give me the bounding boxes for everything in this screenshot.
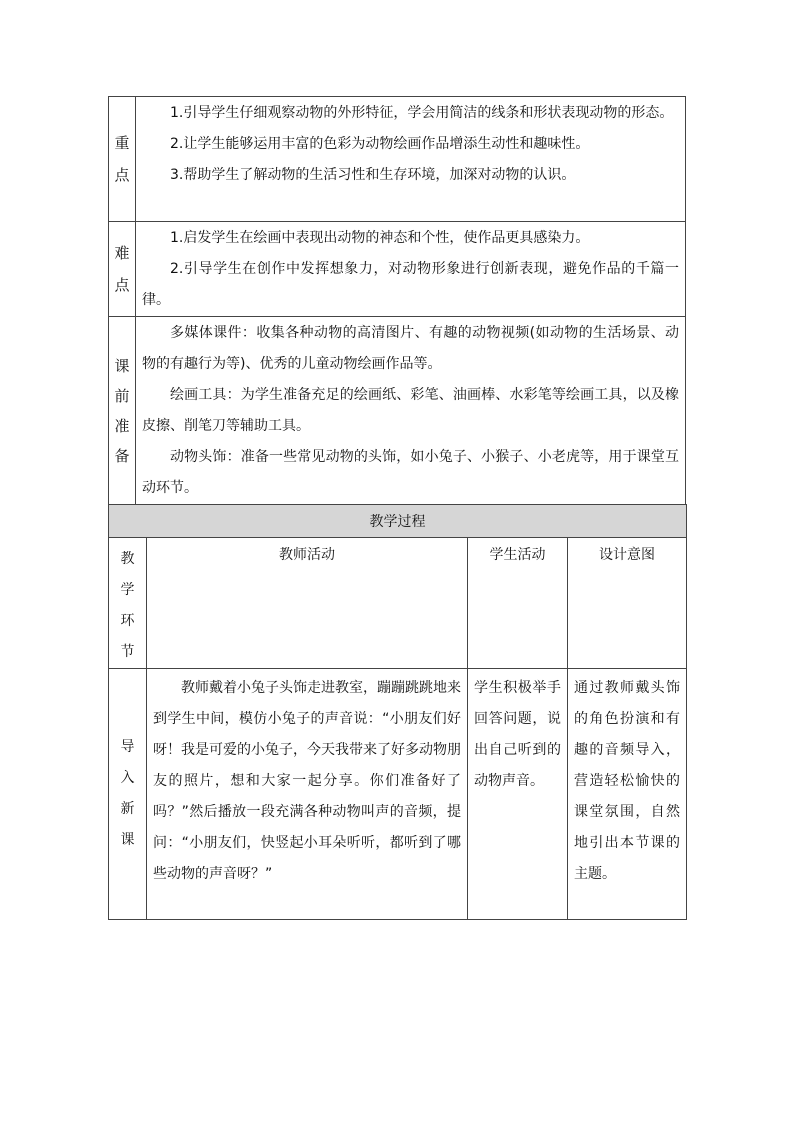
teaching-process-table: [108, 504, 687, 920]
label-char: 点: [114, 166, 130, 184]
student-activity: [468, 669, 568, 920]
key-points-label: [109, 97, 136, 222]
header-char: 学: [120, 582, 135, 598]
label-char: 准: [114, 416, 130, 435]
teacher-activity: [147, 669, 468, 920]
preparation-3: 动物头饰：准备一些常见动物的头饰，如小兔子、小猴子、小老虎等，用于课堂互动环节。: [142, 449, 679, 496]
key-points-content: [136, 97, 686, 222]
header-char: 环: [120, 613, 135, 629]
preparation-1: 多媒体课件：收集各种动物的高清图片、有趣的动物视频(如动物的生活场景、动物的有趣行为等)、优秀的儿童动物绘画作品等。: [142, 325, 679, 372]
preparation-row: [109, 317, 686, 505]
preparation-content: [136, 317, 686, 505]
process-header-row: [109, 538, 687, 669]
difficulty-2: 2.引导学生在创作中发挥想象力，对动物形象进行创新表现，避免作品的千篇一律。: [142, 261, 679, 308]
label-char: 难: [114, 244, 130, 262]
header-char: 教: [120, 551, 135, 567]
key-point-1: 1.引导学生仔细观察动物的外形特征，学会用简洁的线条和形状表现动物的形态。: [170, 105, 674, 121]
difficulties-row: [109, 222, 686, 317]
key-point-2: 2.让学生能够运用丰富的色彩为动物绘画作品增添生动性和趣味性。: [170, 136, 590, 152]
student-activity-text: 学生积极举手回答问题，说出自己听到的动物声音。: [474, 680, 561, 789]
header-student: 学生活动: [468, 538, 568, 669]
key-point-3: 3.帮助学生了解动物的生活习性和生存环境，加深对动物的认识。: [170, 167, 576, 183]
process-banner-row: [109, 505, 687, 538]
process-row-intro: [109, 669, 687, 920]
preparation-label: [109, 317, 136, 505]
design-intent-text: 通过教师戴头饰的角色扮演和有趣的音频导入，营造轻松愉快的课堂氛围，自然地引出本节课的主题。: [574, 680, 680, 882]
label-char: 备: [114, 446, 130, 465]
label-char: 前: [114, 386, 130, 405]
lesson-info-table: [108, 96, 686, 505]
process-title: 教学过程: [109, 505, 687, 538]
label-char: 重: [114, 134, 130, 152]
header-char: 节: [120, 644, 135, 660]
header-design: 设计意图: [568, 538, 687, 669]
stage-char: 新: [120, 801, 135, 817]
stage-intro: [109, 669, 147, 920]
stage-char: 导: [120, 739, 135, 755]
label-char: 课: [114, 356, 130, 375]
key-points-row: [109, 97, 686, 222]
header-teacher: 教师活动: [147, 538, 468, 669]
difficulties-content: [136, 222, 686, 317]
header-stage: [109, 538, 147, 669]
teacher-activity-text: 教师戴着小兔子头饰走进教室，蹦蹦跳跳地来到学生中间，模仿小兔子的声音说：“小朋友们好呀！我是可爱的小兔子，今天我带来了好多动物朋友的照片，想和大家一起分享。你们准备好了吗？”然后播放一段充满各种动物叫声的音频，提问：“小朋友们，快竖起小耳朵听听，都听到了哪些动物的声音呀？”: [153, 680, 461, 882]
stage-char: 入: [120, 770, 135, 786]
stage-char: 课: [120, 832, 135, 848]
label-char: 点: [114, 276, 130, 294]
design-intent: [568, 669, 687, 920]
preparation-2: 绘画工具：为学生准备充足的绘画纸、彩笔、油画棒、水彩笔等绘画工具，以及橡皮擦、削笔刀等辅助工具。: [142, 387, 679, 434]
difficulty-1: 1.启发学生在绘画中表现出动物的神态和个性，使作品更具感染力。: [170, 230, 590, 246]
difficulties-label: [109, 222, 136, 317]
